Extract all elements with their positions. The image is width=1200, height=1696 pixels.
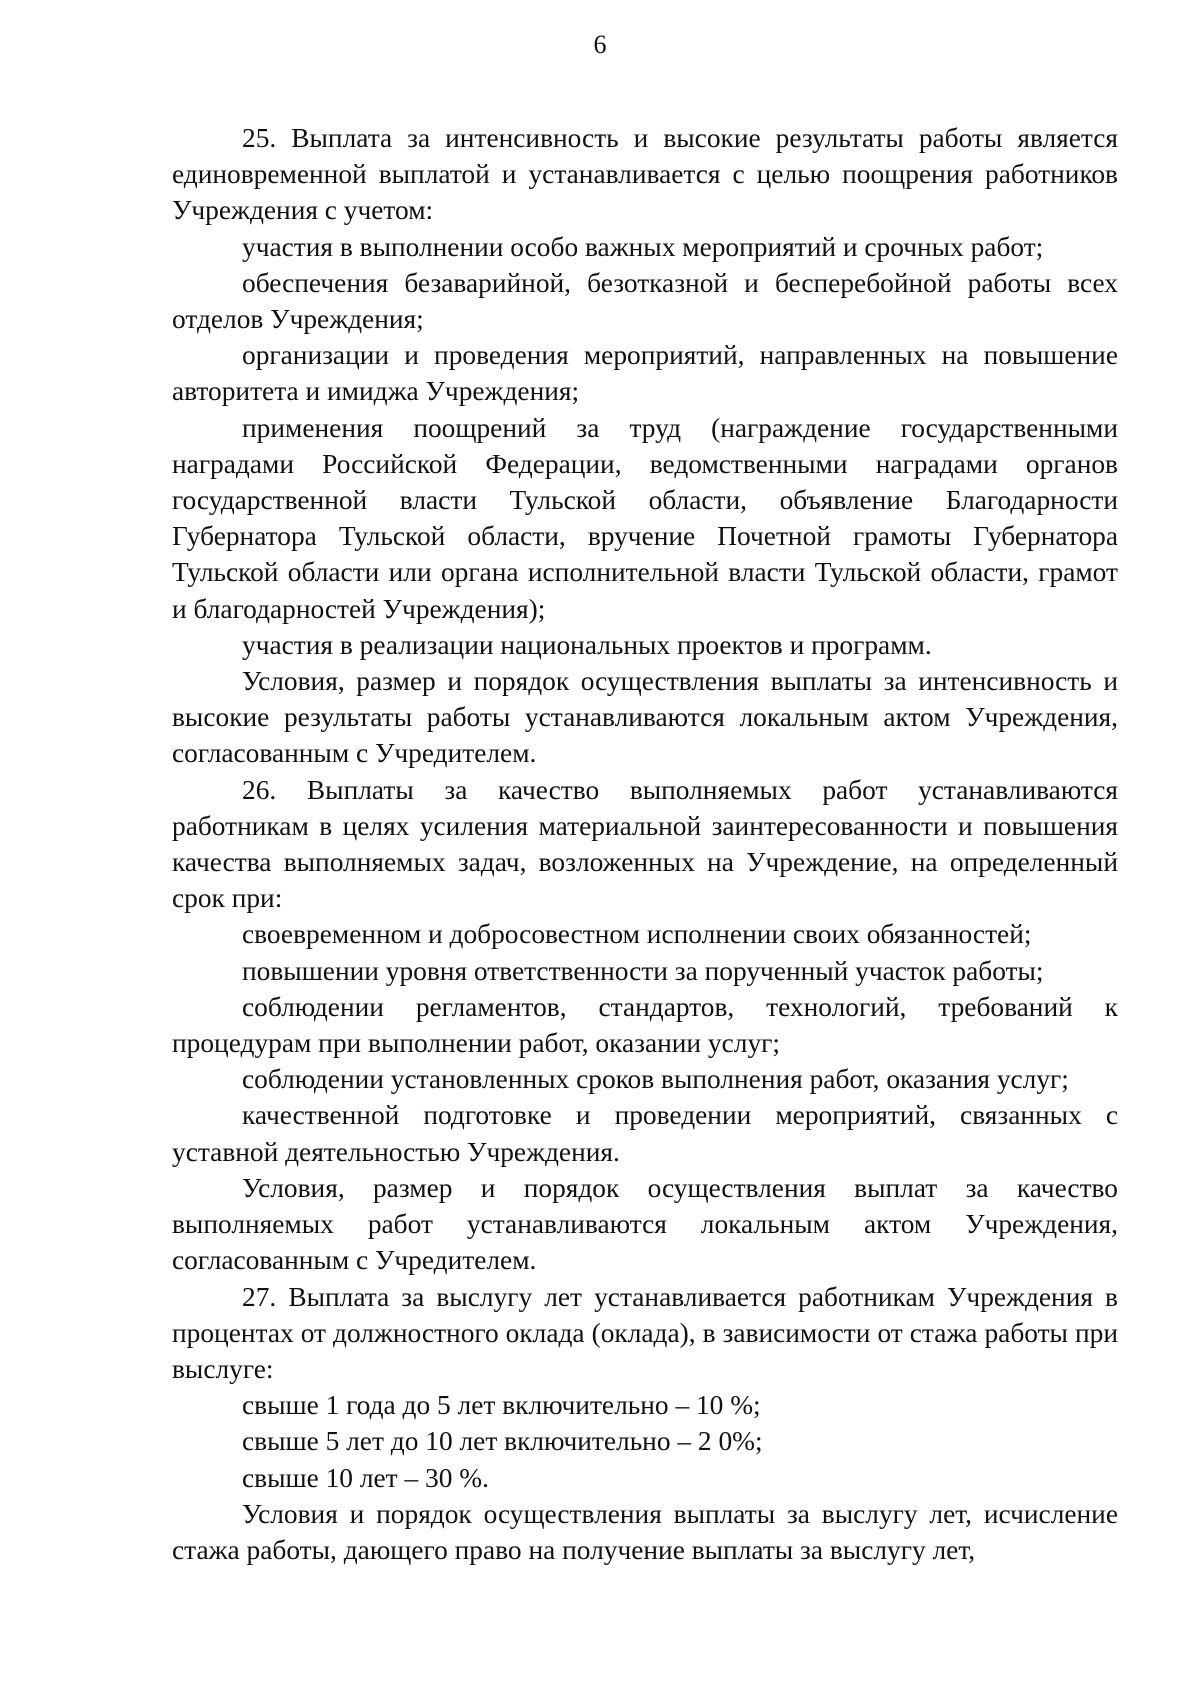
list-item: своевременном и добросовестном исполнении своих обязанностей; bbox=[242, 919, 1032, 950]
list-item: свыше 5 лет до 10 лет включительно – 2 0%; bbox=[242, 1426, 763, 1457]
list-item: применения поощрений за труд (награждение государственными наградами Российской Федерации, ведомственными наградами органов государственной власти Тульской области, объявление Благодарности Губернатора Тульской области, вручение Почетной грамоты Губернатора Тульской области или органа исполнительной власти Тульской области, грамот и благодарностей Учреждения); bbox=[172, 412, 1118, 624]
paragraph: Условия, размер и порядок осуществления выплат за качество выполняемых работ устанавливаются локальным актом Учреждения, согласованным с Учредителем. bbox=[172, 1172, 1118, 1276]
list-item: качественной подготовке и проведении мероприятий, связанных с уставной деятельностью Учреждения. bbox=[172, 1100, 1118, 1167]
paragraph-27: 27. Выплата за выслугу лет устанавливается работникам Учреждения в процентах от должностного оклада (оклада), в зависимости от стажа работы при выслуге: bbox=[172, 1281, 1118, 1384]
paragraph: Условия и порядок осуществления выплаты за выслугу лет, исчисление стажа работы, дающего право на получение выплаты за выслугу лет, bbox=[172, 1498, 1118, 1565]
list-item: свыше 1 года до 5 лет включительно – 10 %; bbox=[242, 1390, 761, 1421]
document-body bbox=[172, 120, 1118, 1568]
list-item: обеспечения безаварийной, безотказной и бесперебойной работы всех отделов Учреждения; bbox=[172, 267, 1118, 335]
paragraph-25: 25. Выплата за интенсивность и высокие результаты работы является единовременной выплатой и устанавливается с целью поощрения работников Учреждения с учетом: bbox=[172, 123, 1118, 226]
list-item: свыше 10 лет – 30 %. bbox=[242, 1462, 489, 1493]
list-item: соблюдении установленных сроков выполнения работ, оказания услуг; bbox=[242, 1064, 1069, 1095]
list-item: организации и проведения мероприятий, направленных на повышение авторитета и имиджа Учреждения; bbox=[172, 340, 1118, 407]
paragraph-26: 26. Выплаты за качество выполняемых работ устанавливаются работникам в целях усиления материальной заинтересованности и повышения качества выполняемых задач, возложенных на Учреждение, на определенный срок при: bbox=[172, 774, 1118, 914]
list-item: повышении уровня ответственности за порученный участок работы; bbox=[242, 955, 1044, 986]
list-item: участия в выполнении особо важных мероприятий и срочных работ; bbox=[242, 231, 1044, 262]
list-item: соблюдении регламентов, стандартов, технологий, требований к процедурам при выполнении работ, оказании услуг; bbox=[172, 991, 1118, 1059]
list-item: участия в реализации национальных проектов и программ. bbox=[242, 629, 932, 660]
page-number: 6 bbox=[593, 30, 607, 59]
paragraph: Условия, размер и порядок осуществления выплаты за интенсивность и высокие результаты работы устанавливаются локальным актом Учреждения, согласованным с Учредителем. bbox=[172, 666, 1118, 769]
